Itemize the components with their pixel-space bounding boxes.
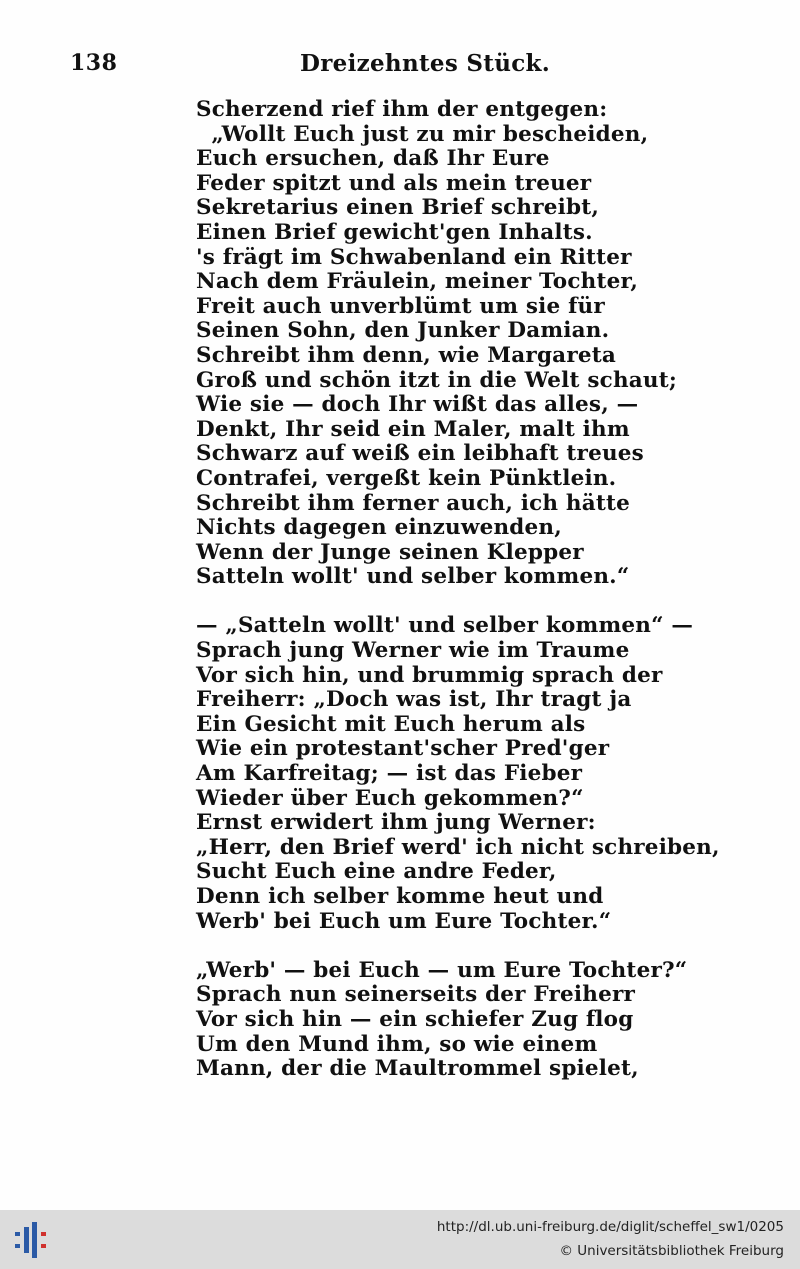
verse-line: „Werb' — bei Euch — um Eure Tochter?“ (196, 957, 688, 983)
viewer-footer-bar (0, 1210, 800, 1269)
verse-line: Um den Mund ihm, so wie einem (196, 1031, 598, 1057)
verse-line: „Wollt Euch just zu mir bescheiden, (196, 121, 649, 147)
verse-line: Schreibt ihm denn, wie Margareta (196, 342, 616, 368)
verse-line: Seinen Sohn, den Junker Damian. (196, 318, 610, 344)
verse-line: Sprach jung Werner wie im Traume (196, 638, 630, 664)
verse-line: Schwarz auf weiß ein leibhaft treues (196, 441, 644, 467)
stanza (196, 98, 756, 590)
verse-line: Nichts dagegen einzuwenden, (196, 515, 562, 541)
verse-line: Sekretarius einen Brief schreibt, (196, 195, 600, 221)
verse-line: Ein Gesicht mit Euch herum als (196, 711, 586, 737)
verse-line: Groß und schön itzt in die Welt schaut; (196, 367, 677, 393)
verse-line: Wenn der Junge seinen Klepper (196, 539, 584, 565)
verse-line: Sucht Euch eine andre Feder, (196, 859, 557, 885)
verse-line: Contrafei, vergeßt kein Pünktlein. (196, 465, 617, 491)
source-url-link[interactable]: http://dl.ub.uni-freiburg.de/diglit/scheffel_sw1/0205 (436, 1219, 784, 1235)
verse-line: Feder spitzt und als mein treuer (196, 170, 592, 196)
verse-line: Einen Brief gewicht'gen Inhalts. (196, 219, 593, 245)
verse-line: Ernst erwidert ihm jung Werner: (196, 810, 596, 836)
verse-line: Mann, der die Maultrommel spielet, (196, 1056, 639, 1082)
verse-line: Werb' bei Euch um Eure Tochter.“ (196, 908, 612, 934)
running-head: Dreizehntes Stück. (300, 50, 551, 77)
verse-line: Wie sie — doch Ihr wißt das alles, — (196, 392, 639, 418)
verse-line: — „Satteln wollt' und selber kommen“ — (196, 613, 694, 639)
verse-line: Scherzend rief ihm der entgegen: (196, 97, 608, 122)
verse-line: Satteln wollt' und selber kommen.“ (196, 564, 630, 590)
stanza (196, 614, 756, 934)
verse-line: Freiherr: „Doch was ist, Ihr tragt ja (196, 687, 632, 713)
verse-line: „Herr, den Brief werd' ich nicht schreiben, (196, 834, 720, 860)
verse-line: Vor sich hin, und brummig sprach der (196, 662, 663, 688)
verse-line: Am Karfreitag; — ist das Fieber (196, 761, 583, 787)
verse-line: Nach dem Fräulein, meiner Tochter, (196, 269, 639, 295)
verse-line: Denn ich selber komme heut und (196, 884, 604, 909)
copyright-notice: © Universitätsbibliothek Freiburg (559, 1243, 784, 1259)
verse-line: Denkt, Ihr seid ein Maler, malt ihm (196, 416, 630, 442)
poem-text (196, 98, 756, 1082)
verse-line: Sprach nun seinerseits der Freiherr (196, 982, 636, 1008)
verse-line: Wieder über Euch gekommen?“ (196, 785, 584, 811)
verse-line: Schreibt ihm ferner auch, ich hätte (196, 490, 631, 516)
page-number: 138 (70, 50, 118, 76)
verse-line: 's frägt im Schwabenland ein Ritter (196, 244, 632, 270)
verse-line: Euch ersuchen, daß Ihr Eure (196, 146, 550, 172)
verse-line: Freit auch unverblümt um sie für (196, 293, 605, 319)
verse-line: Wie ein protestant'scher Pred'ger (196, 736, 610, 762)
ub-freiburg-logo-icon[interactable] (10, 1220, 54, 1260)
stanza (196, 959, 756, 1082)
verse-line: Vor sich hin — ein schiefer Zug flog (196, 1006, 634, 1032)
